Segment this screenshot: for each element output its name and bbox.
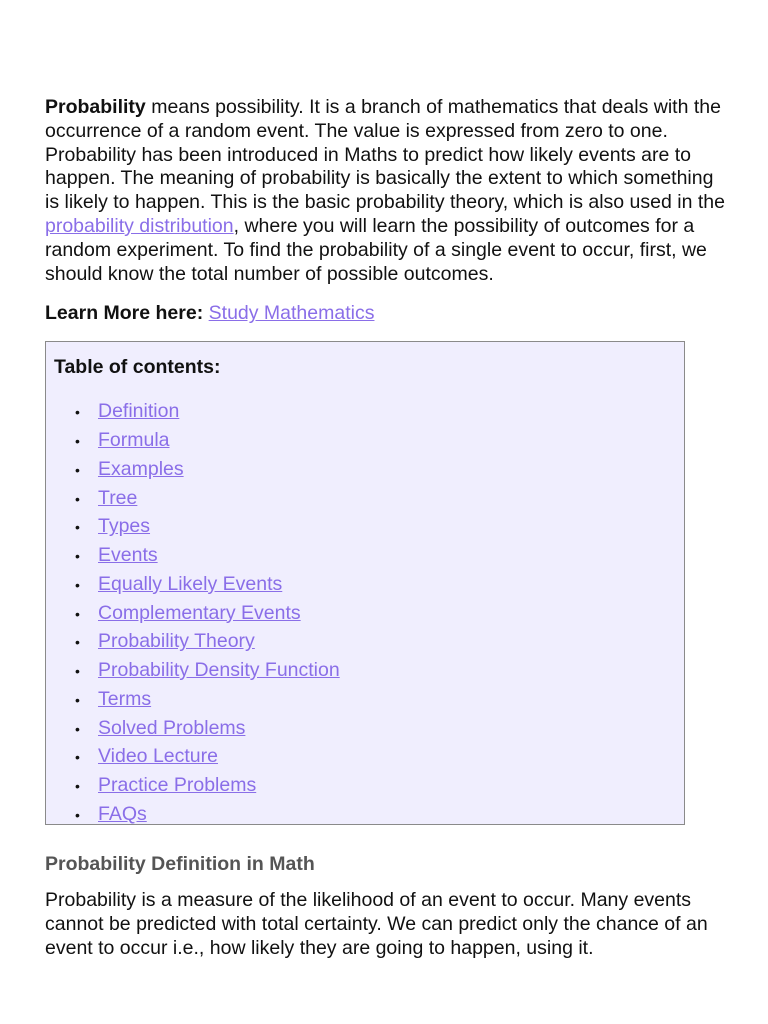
toc-link-events[interactable]: Events bbox=[98, 544, 158, 567]
toc-link-video-lecture[interactable]: Video Lecture bbox=[98, 745, 218, 768]
toc-item-equally-likely-events bbox=[54, 572, 684, 601]
toc-item-tree bbox=[54, 486, 684, 515]
bullet-icon: • bbox=[75, 605, 80, 622]
toc-link-complementary-events[interactable]: Complementary Events bbox=[98, 601, 301, 624]
bullet-icon: • bbox=[75, 433, 80, 450]
toc-link-solved-problems[interactable]: Solved Problems bbox=[98, 716, 246, 739]
toc-link-tree[interactable]: Tree bbox=[98, 486, 138, 509]
toc-link-equally-likely-events[interactable]: Equally Likely Events bbox=[98, 572, 283, 595]
intro-bold-term: Probability bbox=[45, 96, 146, 118]
bullet-icon: • bbox=[75, 634, 80, 651]
toc-list bbox=[54, 399, 684, 830]
toc-link-faqs[interactable]: FAQs bbox=[98, 802, 147, 825]
section-heading: Probability Definition in Math bbox=[45, 853, 315, 876]
learn-more-line bbox=[45, 301, 725, 325]
toc-link-probability-density-function[interactable]: Probability Density Function bbox=[98, 659, 340, 682]
toc-item-terms bbox=[54, 687, 684, 716]
toc-item-probability-density-function bbox=[54, 658, 684, 687]
toc-item-complementary-events bbox=[54, 601, 684, 630]
bullet-icon: • bbox=[75, 663, 80, 680]
toc-item-definition bbox=[54, 399, 684, 428]
toc-item-practice-problems bbox=[54, 773, 684, 802]
toc-item-types bbox=[54, 514, 684, 543]
toc-item-formula bbox=[54, 428, 684, 457]
toc-link-definition[interactable]: Definition bbox=[98, 400, 180, 423]
section-body: Probability is a measure of the likelihood of an event to occur. Many events cannot be predicted with total certainty. We can predict only the chance of an event to occur i.e., how likely they are going to happen, using it. bbox=[45, 889, 708, 960]
toc-link-examples[interactable]: Examples bbox=[98, 457, 184, 480]
table-of-contents bbox=[45, 341, 685, 825]
toc-item-probability-theory bbox=[54, 629, 684, 658]
toc-link-formula[interactable]: Formula bbox=[98, 429, 170, 452]
toc-link-practice-problems[interactable]: Practice Problems bbox=[98, 774, 257, 797]
toc-item-faqs bbox=[54, 802, 684, 831]
study-mathematics-link[interactable]: Study Mathematics bbox=[208, 302, 375, 325]
toc-item-events bbox=[54, 543, 684, 572]
intro-text-before-link: means possibility. It is a branch of mathematics that deals with the occurrence of a random event. The value is expressed from zero to one. Probability has been introduced in Maths to predict how likely events are to happen. The meaning of probability is basically the extent to which something is likely to happen. This is the basic probability theory, which is also used in the bbox=[45, 96, 725, 214]
bullet-icon: • bbox=[75, 519, 80, 536]
intro-paragraph bbox=[45, 96, 725, 286]
learn-more-label: Learn More here: bbox=[45, 302, 204, 325]
bullet-icon: • bbox=[75, 461, 80, 478]
bullet-icon: • bbox=[75, 720, 80, 737]
bullet-icon: • bbox=[75, 806, 80, 823]
bullet-icon: • bbox=[75, 576, 80, 593]
bullet-icon: • bbox=[75, 778, 80, 795]
bullet-icon: • bbox=[75, 749, 80, 766]
toc-link-terms[interactable]: Terms bbox=[98, 687, 152, 710]
intro-text-after-link: , where you will learn the possibility of outcomes for a random experiment. To find the probability of a single event to occur, first, we should know the total number of possible outcomes. bbox=[45, 214, 707, 285]
toc-title: Table of contents: bbox=[54, 356, 221, 379]
bullet-icon: • bbox=[75, 404, 80, 421]
toc-link-types[interactable]: Types bbox=[98, 515, 151, 538]
bullet-icon: • bbox=[75, 691, 80, 708]
bullet-icon: • bbox=[75, 490, 80, 507]
toc-item-examples bbox=[54, 457, 684, 486]
toc-item-solved-problems bbox=[54, 716, 684, 745]
article-content bbox=[45, 96, 725, 980]
probability-distribution-link[interactable]: probability distribution bbox=[45, 214, 234, 237]
toc-link-probability-theory[interactable]: Probability Theory bbox=[98, 630, 255, 653]
bullet-icon: • bbox=[75, 548, 80, 565]
toc-item-video-lecture bbox=[54, 744, 684, 773]
